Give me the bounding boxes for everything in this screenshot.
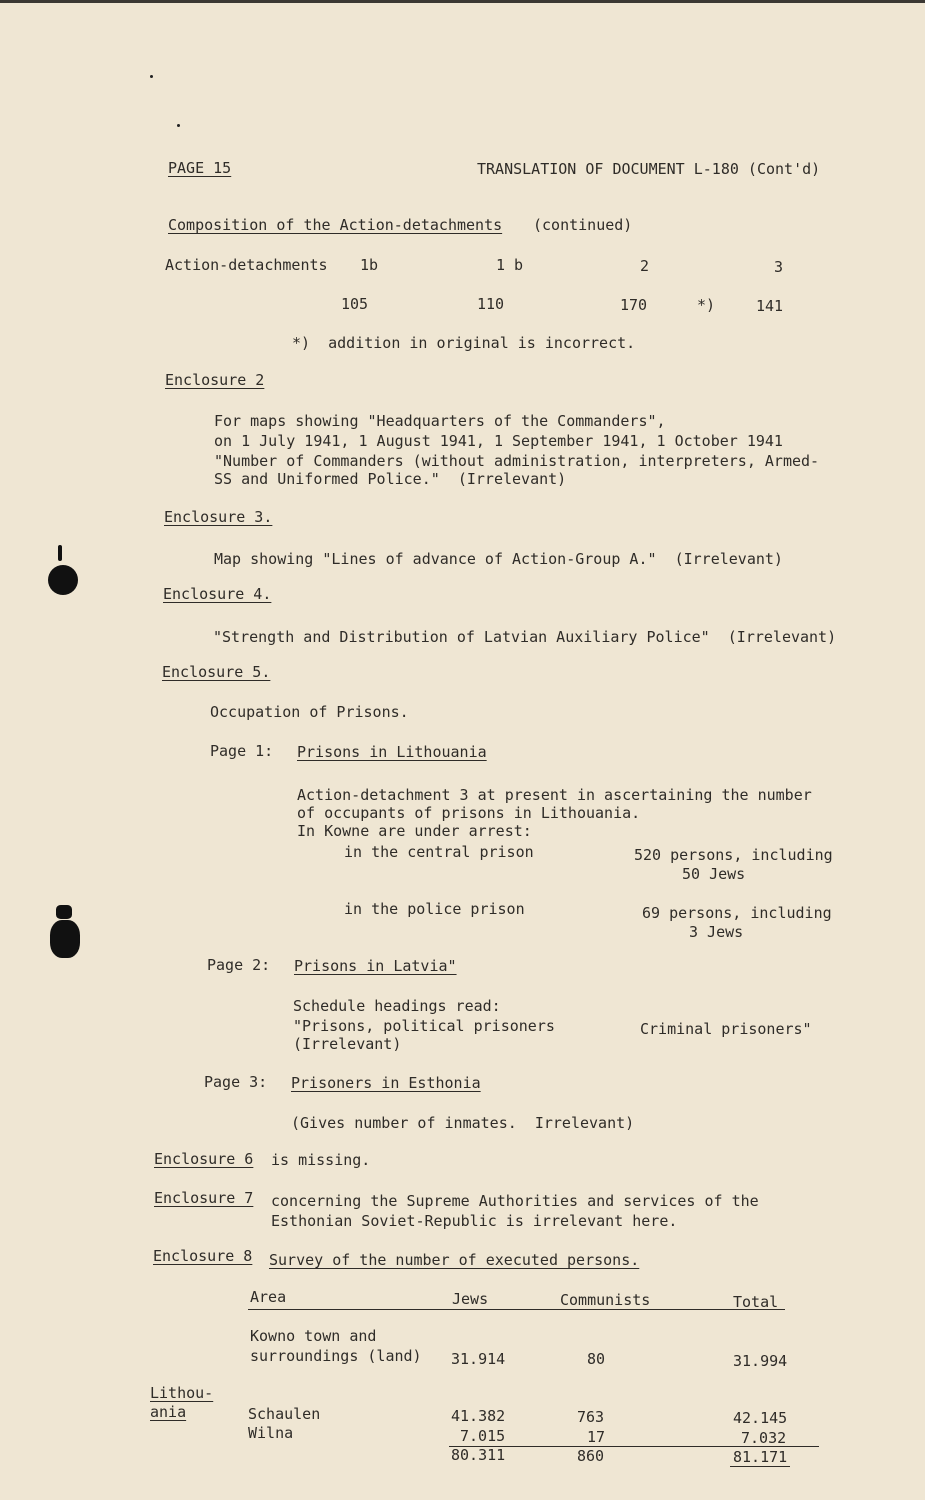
table-header-communists: Communists (560, 1291, 651, 1309)
punch-hole-mark (56, 905, 72, 919)
enclosure-7-heading: Enclosure 7 (154, 1189, 254, 1207)
composition-footnote: *) addition in original is incorrect. (292, 334, 636, 352)
page-1-label: Page 1: (210, 742, 274, 760)
page-2-label: Page 2: (207, 956, 271, 974)
enclosure-2-line: For maps showing "Headquarters of the Commanders", (214, 412, 666, 430)
composition-column: 2 (640, 257, 650, 275)
table-group-label: Lithou- (150, 1384, 214, 1402)
page-3-title: Prisoners in Esthonia (291, 1074, 481, 1092)
police-prison-label: in the police prison (344, 900, 525, 918)
page-2-line: Criminal prisoners" (640, 1020, 812, 1038)
table-row-jews: 31.914 (451, 1350, 506, 1368)
composition-value: 110 (477, 295, 505, 313)
table-row-communists: 17 (587, 1428, 606, 1446)
police-prison-jews: 3 Jews (689, 923, 744, 941)
central-prison-jews: 50 Jews (682, 865, 746, 883)
enclosure-8-heading: Enclosure 8 (153, 1247, 253, 1265)
punch-hole-mark (48, 565, 78, 595)
table-sum-jews: 80.311 (451, 1446, 506, 1464)
enclosure-6-text: is missing. (271, 1151, 371, 1169)
central-prison-label: in the central prison (344, 843, 534, 861)
table-sum-communists: 860 (577, 1447, 605, 1465)
enclosure-2-line: SS and Uniformed Police." (Irrelevant) (214, 470, 567, 488)
page-label: PAGE 15 (168, 159, 232, 177)
page-2-line: (Irrelevant) (293, 1035, 402, 1053)
composition-heading: Composition of the Action-detachments (168, 216, 503, 234)
speck (177, 124, 180, 127)
document-title: TRANSLATION OF DOCUMENT L-180 (Cont'd) (477, 160, 821, 178)
table-header-jews: Jews (452, 1290, 489, 1308)
enclosure-7-line: Esthonian Soviet-Republic is irrelevant here. (271, 1212, 678, 1230)
page-3-label: Page 3: (204, 1073, 268, 1091)
composition-row-label: Action-detachments (165, 256, 328, 274)
enclosure-5-subheading: Occupation of Prisons. (210, 703, 409, 721)
enclosure-2-line: on 1 July 1941, 1 August 1941, 1 September 1941, 1 October 1941 (214, 432, 783, 450)
table-header-rule (248, 1309, 785, 1310)
enclosure-4-heading: Enclosure 4. (163, 585, 272, 603)
page-2-line: Schedule headings read: (293, 997, 501, 1015)
speck (150, 75, 153, 78)
table-header-area: Area (250, 1288, 287, 1306)
police-prison-count: 69 persons, including (642, 904, 832, 922)
composition-heading-suffix: (continued) (533, 216, 633, 234)
central-prison-count: 520 persons, including (634, 846, 833, 864)
page-1-line: In Kowne are under arrest: (297, 822, 532, 840)
page-1-title: Prisons in Lithouania (297, 743, 487, 761)
table-row-total: 42.145 (733, 1409, 788, 1427)
punch-hole-mark (50, 920, 80, 958)
table-row-total: 31.994 (733, 1352, 788, 1370)
table-row-communists: 763 (577, 1408, 605, 1426)
page-3-text: (Gives number of inmates. Irrelevant) (291, 1114, 635, 1132)
table-row-jews: 41.382 (451, 1407, 506, 1425)
composition-column: 1b (360, 256, 379, 274)
enclosure-5-heading: Enclosure 5. (162, 663, 271, 681)
enclosure-8-title: Survey of the number of executed persons. (269, 1251, 640, 1269)
enclosure-7-line: concerning the Supreme Authorities and services of the (271, 1192, 759, 1210)
enclosure-2-line: "Number of Commanders (without administration, interpreters, Armed- (214, 452, 820, 470)
page-2-title: Prisons in Latvia" (294, 957, 457, 975)
page-top-edge (0, 0, 925, 3)
table-row-area: surroundings (land) (250, 1347, 422, 1365)
composition-value: 141 (756, 297, 784, 315)
table-header-total: Total (733, 1293, 779, 1311)
table-row-area: Kowno town and (250, 1327, 377, 1345)
table-row-total: 7.032 (741, 1429, 787, 1447)
page-2-line: "Prisons, political prisoners (293, 1017, 555, 1035)
composition-column: 1 b (496, 256, 524, 274)
enclosure-6-heading: Enclosure 6 (154, 1150, 254, 1168)
table-row-jews: 7.015 (460, 1427, 506, 1445)
punch-hole-mark (58, 545, 62, 561)
enclosure-2-heading: Enclosure 2 (165, 371, 265, 389)
table-row-area: Wilna (248, 1424, 294, 1442)
enclosure-3-heading: Enclosure 3. (164, 508, 273, 526)
page-1-line: of occupants of prisons in Lithouania. (297, 804, 641, 822)
table-group-label: ania (150, 1403, 187, 1421)
page-1-line: Action-detachment 3 at present in ascertaining the number (297, 786, 812, 804)
composition-value: 105 (341, 295, 369, 313)
enclosure-4-text: "Strength and Distribution of Latvian Auxiliary Police" (Irrelevant) (213, 628, 837, 646)
table-row-communists: 80 (587, 1350, 606, 1368)
table-sum-underline (730, 1466, 790, 1467)
composition-value: 170 (620, 296, 648, 314)
composition-column: 3 (774, 258, 784, 276)
table-sum-total: 81.171 (733, 1448, 788, 1466)
enclosure-3-text: Map showing "Lines of advance of Action-Group A." (Irrelevant) (214, 550, 783, 568)
table-row-area: Schaulen (248, 1405, 321, 1423)
composition-value: *) (697, 296, 716, 314)
